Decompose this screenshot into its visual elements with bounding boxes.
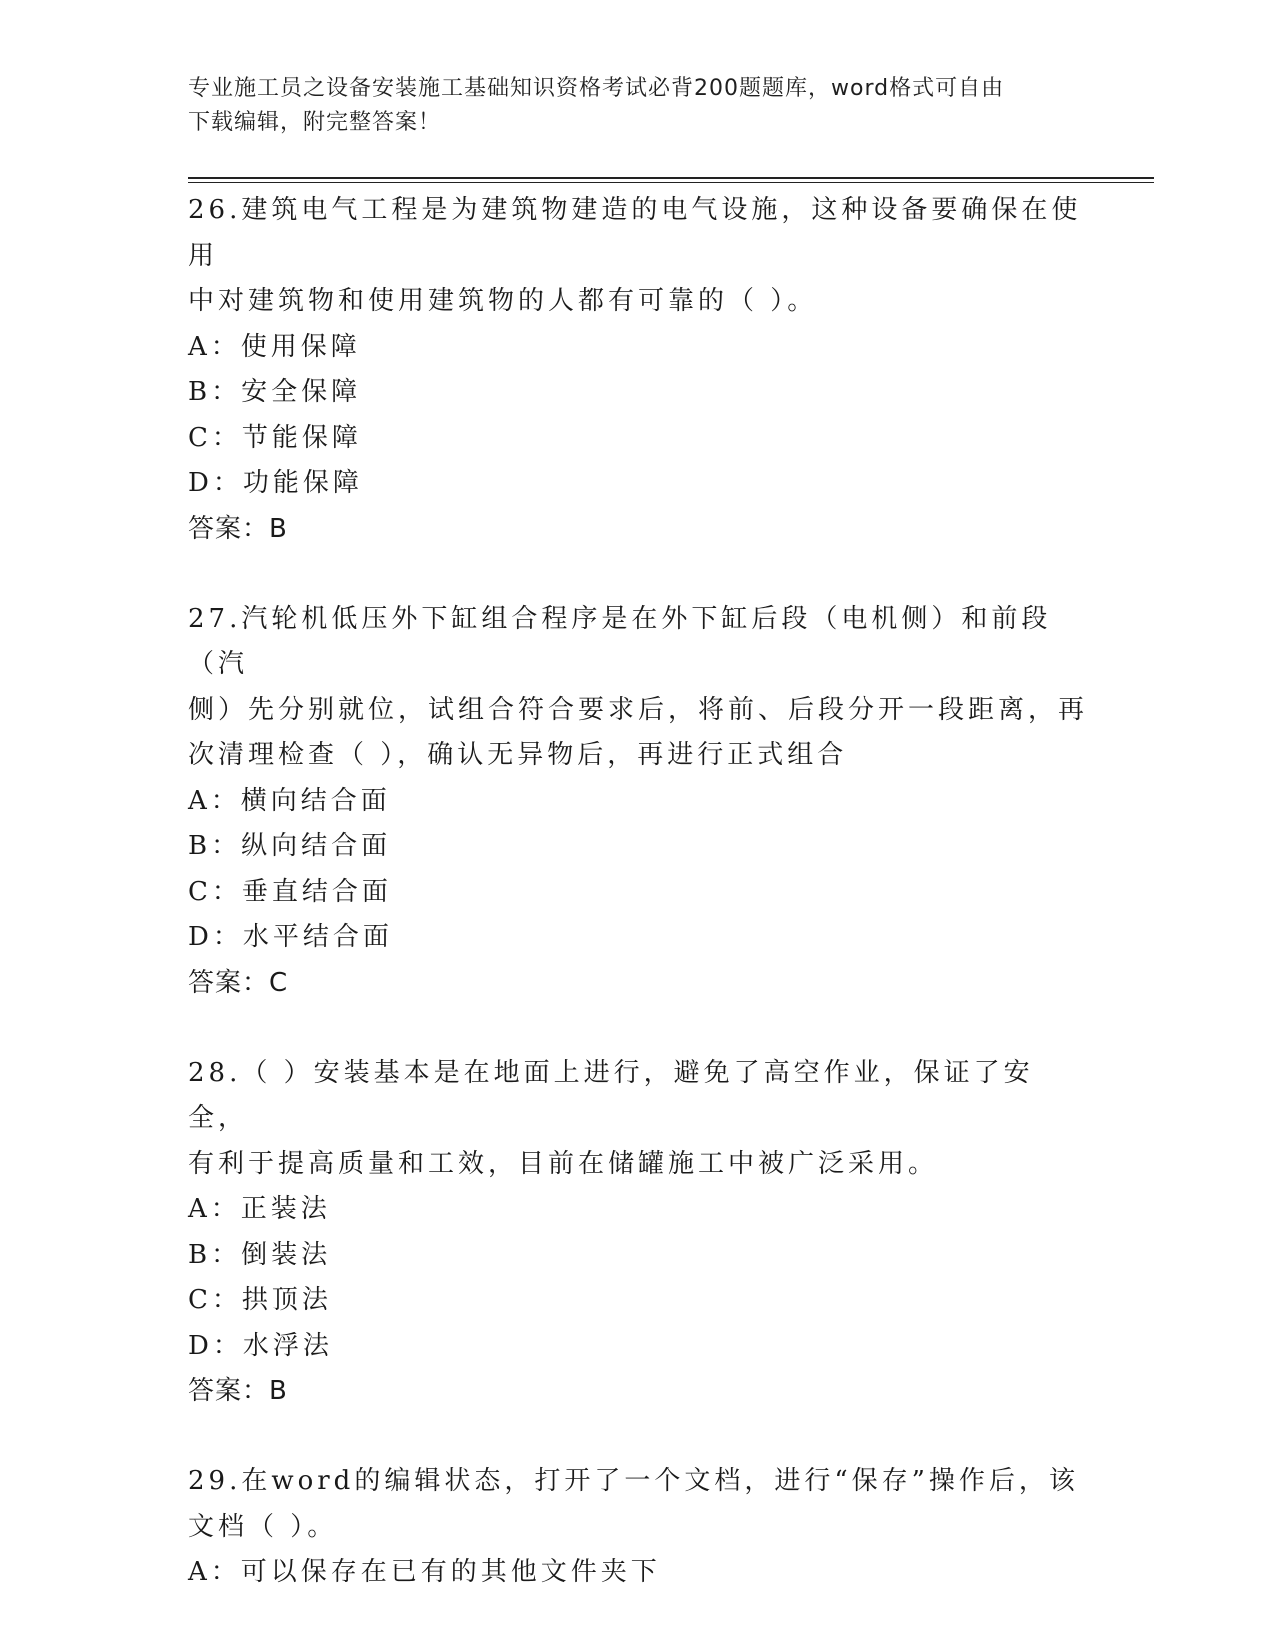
option-a: A：横向结合面 <box>188 785 391 816</box>
question-28 <box>188 1051 1088 1415</box>
question-stem-line: 28.（ ）安装基本是在地面上进行，避免了高空作业，保证了安全， <box>188 1057 1034 1133</box>
question-stem-line: 侧）先分别就位，试组合符合要求后，将前、后段分开一段距离，再 <box>188 694 1089 725</box>
answer-line: 答案：C <box>188 967 289 998</box>
question-spacer <box>188 552 1088 597</box>
question-stem-line: 中对建筑物和使用建筑物的人都有可靠的（ ）。 <box>188 286 818 316</box>
option-d: D：水浮法 <box>188 1330 333 1361</box>
header-rule-thick <box>188 177 1154 179</box>
question-stem-line: 有利于提高质量和工效，目前在储罐施工中被广泛采用。 <box>188 1148 939 1179</box>
option-b: B：纵向结合面 <box>188 831 392 861</box>
option-b: B：倒装法 <box>188 1239 332 1270</box>
question-stem-line: 29.在word的编辑状态，打开了一个文档，进行“保存”操作后，该 <box>188 1466 1079 1496</box>
option-c: C：节能保障 <box>188 422 362 453</box>
question-stem-line: 27.汽轮机低压外下缸组合程序是在外下缸后段（电机侧）和前段（汽 <box>188 603 1052 679</box>
question-29 <box>188 1459 1088 1596</box>
answer-line: 答案：B <box>188 513 288 544</box>
question-list <box>188 188 1088 1596</box>
question-27 <box>188 597 1088 1006</box>
document-header <box>188 72 1068 140</box>
question-stem-line: 文档（ ）。 <box>188 1511 338 1542</box>
question-spacer <box>188 1414 1088 1459</box>
question-stem-line: 26.建筑电气工程是为建筑物建造的电气设施，这种设备要确保在使用 <box>188 195 1082 271</box>
header-line-2: 下载编辑，附完整答案！ <box>188 110 442 135</box>
option-d: D：功能保障 <box>188 468 363 498</box>
header-rule-thin <box>188 182 1154 183</box>
option-a: A：可以保存在已有的其他文件夹下 <box>188 1557 661 1587</box>
header-line-1: 专业施工员之设备安装施工基础知识资格考试必背200题题库，word格式可自由 <box>188 76 1005 101</box>
option-a: A：使用保障 <box>188 331 361 362</box>
option-a: A：正装法 <box>188 1194 331 1224</box>
question-26 <box>188 188 1088 552</box>
option-c: C：拱顶法 <box>188 1285 332 1315</box>
question-spacer <box>188 1006 1088 1051</box>
answer-line: 答案：B <box>188 1376 288 1406</box>
option-b: B：安全保障 <box>188 377 362 407</box>
question-stem-line: 次清理检查（ ），确认无异物后，再进行正式组合 <box>188 740 848 770</box>
option-c: C：垂直结合面 <box>188 876 392 907</box>
option-d: D：水平结合面 <box>188 922 393 952</box>
